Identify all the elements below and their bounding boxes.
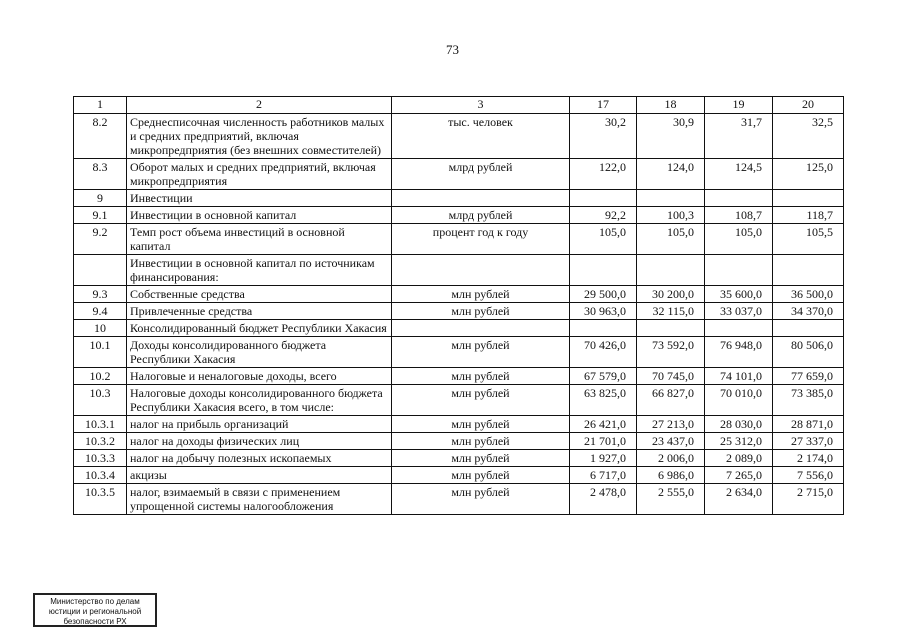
indicator-name-cell: Оборот малых и средних предприятий, включая микропредприятия xyxy=(127,159,392,190)
value-cell: 63 825,0 xyxy=(570,385,637,416)
value-cell xyxy=(637,190,705,207)
indicator-name-cell: налог, взимаемый в связи с применением упрощенной системы налогообложения xyxy=(127,484,392,515)
table-row xyxy=(74,159,844,190)
value-cell: 105,0 xyxy=(637,224,705,255)
value-cell: 105,0 xyxy=(705,224,773,255)
value-cell: 125,0 xyxy=(773,159,844,190)
value-cell: 6 717,0 xyxy=(570,467,637,484)
value-cell xyxy=(637,255,705,286)
value-cell: 67 579,0 xyxy=(570,368,637,385)
unit-cell xyxy=(392,190,570,207)
value-cell: 29 500,0 xyxy=(570,286,637,303)
indicator-name-cell: Инвестиции xyxy=(127,190,392,207)
unit-cell xyxy=(392,320,570,337)
unit-cell: тыс. человек xyxy=(392,114,570,159)
table-row xyxy=(74,286,844,303)
indicator-name-cell: Темп рост объема инвестиций в основной капитал xyxy=(127,224,392,255)
value-cell: 35 600,0 xyxy=(705,286,773,303)
value-cell: 2 555,0 xyxy=(637,484,705,515)
row-number-cell: 10.2 xyxy=(74,368,127,385)
header-cell: 3 xyxy=(392,97,570,114)
unit-cell: процент год к году xyxy=(392,224,570,255)
unit-cell: млн рублей xyxy=(392,368,570,385)
indicator-name-cell: Собственные средства xyxy=(127,286,392,303)
table-row xyxy=(74,320,844,337)
value-cell: 80 506,0 xyxy=(773,337,844,368)
row-number-cell: 9.1 xyxy=(74,207,127,224)
row-number-cell: 10.1 xyxy=(74,337,127,368)
unit-cell: млрд рублей xyxy=(392,207,570,224)
row-number-cell: 9.4 xyxy=(74,303,127,320)
value-cell: 30,2 xyxy=(570,114,637,159)
indicator-name-cell: налог на доходы физических лиц xyxy=(127,433,392,450)
value-cell: 26 421,0 xyxy=(570,416,637,433)
header-cell: 18 xyxy=(637,97,705,114)
indicator-name-cell: Среднесписочная численность работников малых и средних предприятий, включая микропредприятия (без внешних совместителей) xyxy=(127,114,392,159)
value-cell xyxy=(570,320,637,337)
table-row xyxy=(74,450,844,467)
value-cell: 32 115,0 xyxy=(637,303,705,320)
ministry-stamp xyxy=(33,593,157,627)
row-number-cell: 10 xyxy=(74,320,127,337)
indicator-name-cell: Инвестиции в основной капитал xyxy=(127,207,392,224)
row-number-cell: 9.2 xyxy=(74,224,127,255)
indicator-name-cell: акцизы xyxy=(127,467,392,484)
table-header-row xyxy=(74,97,844,114)
row-number-cell: 8.2 xyxy=(74,114,127,159)
value-cell: 25 312,0 xyxy=(705,433,773,450)
row-number-cell: 10.3.1 xyxy=(74,416,127,433)
value-cell: 30,9 xyxy=(637,114,705,159)
value-cell: 33 037,0 xyxy=(705,303,773,320)
header-cell: 19 xyxy=(705,97,773,114)
stamp-line: юстиции и региональной xyxy=(48,607,142,616)
value-cell: 108,7 xyxy=(705,207,773,224)
indicator-name-cell: Привлеченные средства xyxy=(127,303,392,320)
value-cell: 105,5 xyxy=(773,224,844,255)
table-row xyxy=(74,368,844,385)
indicator-name-cell: Налоговые доходы консолидированного бюджета Республики Хакасия всего, в том числе: xyxy=(127,385,392,416)
value-cell xyxy=(637,320,705,337)
value-cell: 28 030,0 xyxy=(705,416,773,433)
header-cell: 20 xyxy=(773,97,844,114)
row-number-cell: 10.3.3 xyxy=(74,450,127,467)
value-cell: 30 200,0 xyxy=(637,286,705,303)
value-cell: 76 948,0 xyxy=(705,337,773,368)
value-cell xyxy=(570,190,637,207)
value-cell: 70 426,0 xyxy=(570,337,637,368)
value-cell: 118,7 xyxy=(773,207,844,224)
value-cell xyxy=(773,255,844,286)
value-cell: 2 478,0 xyxy=(570,484,637,515)
value-cell: 7 265,0 xyxy=(705,467,773,484)
row-number-cell: 10.3.5 xyxy=(74,484,127,515)
value-cell: 36 500,0 xyxy=(773,286,844,303)
value-cell: 124,0 xyxy=(637,159,705,190)
value-cell xyxy=(570,255,637,286)
unit-cell: млн рублей xyxy=(392,484,570,515)
value-cell: 2 715,0 xyxy=(773,484,844,515)
value-cell: 2 089,0 xyxy=(705,450,773,467)
value-cell: 6 986,0 xyxy=(637,467,705,484)
indicators-table xyxy=(73,96,844,515)
value-cell: 30 963,0 xyxy=(570,303,637,320)
indicator-name-cell: налог на прибыль организаций xyxy=(127,416,392,433)
value-cell: 77 659,0 xyxy=(773,368,844,385)
value-cell: 122,0 xyxy=(570,159,637,190)
row-number-cell: 10.3.2 xyxy=(74,433,127,450)
value-cell: 34 370,0 xyxy=(773,303,844,320)
value-cell: 74 101,0 xyxy=(705,368,773,385)
unit-cell: млн рублей xyxy=(392,286,570,303)
value-cell: 27 337,0 xyxy=(773,433,844,450)
unit-cell xyxy=(392,255,570,286)
table-row xyxy=(74,190,844,207)
table-row xyxy=(74,433,844,450)
value-cell: 2 174,0 xyxy=(773,450,844,467)
header-cell: 1 xyxy=(74,97,127,114)
unit-cell: млн рублей xyxy=(392,416,570,433)
row-number-cell: 8.3 xyxy=(74,159,127,190)
indicator-name-cell: Инвестиции в основной капитал по источникам финансирования: xyxy=(127,255,392,286)
table-row xyxy=(74,467,844,484)
indicator-name-cell: Налоговые и неналоговые доходы, всего xyxy=(127,368,392,385)
value-cell xyxy=(773,320,844,337)
value-cell: 70 010,0 xyxy=(705,385,773,416)
indicator-name-cell: налог на добычу полезных ископаемых xyxy=(127,450,392,467)
unit-cell: млн рублей xyxy=(392,385,570,416)
value-cell: 27 213,0 xyxy=(637,416,705,433)
stamp-line: Министерство по делам xyxy=(50,597,140,606)
value-cell: 73 592,0 xyxy=(637,337,705,368)
row-number-cell: 10.3.4 xyxy=(74,467,127,484)
unit-cell: млн рублей xyxy=(392,303,570,320)
indicator-name-cell: Консолидированный бюджет Республики Хакасия xyxy=(127,320,392,337)
table-row xyxy=(74,224,844,255)
value-cell: 28 871,0 xyxy=(773,416,844,433)
value-cell: 32,5 xyxy=(773,114,844,159)
table-row xyxy=(74,337,844,368)
page-number: 73 xyxy=(446,42,459,57)
value-cell: 66 827,0 xyxy=(637,385,705,416)
value-cell: 21 701,0 xyxy=(570,433,637,450)
value-cell: 73 385,0 xyxy=(773,385,844,416)
value-cell xyxy=(773,190,844,207)
value-cell: 31,7 xyxy=(705,114,773,159)
unit-cell: млн рублей xyxy=(392,450,570,467)
value-cell: 2 634,0 xyxy=(705,484,773,515)
row-number-cell: 9.3 xyxy=(74,286,127,303)
value-cell: 23 437,0 xyxy=(637,433,705,450)
unit-cell: млн рублей xyxy=(392,433,570,450)
value-cell: 124,5 xyxy=(705,159,773,190)
value-cell: 70 745,0 xyxy=(637,368,705,385)
value-cell: 92,2 xyxy=(570,207,637,224)
table-row xyxy=(74,416,844,433)
value-cell: 105,0 xyxy=(570,224,637,255)
header-cell: 17 xyxy=(570,97,637,114)
unit-cell: млн рублей xyxy=(392,337,570,368)
value-cell: 1 927,0 xyxy=(570,450,637,467)
value-cell: 100,3 xyxy=(637,207,705,224)
indicator-name-cell: Доходы консолидированного бюджета Республики Хакасия xyxy=(127,337,392,368)
table-row xyxy=(74,484,844,515)
table-row xyxy=(74,385,844,416)
row-number-cell: 9 xyxy=(74,190,127,207)
table-row xyxy=(74,207,844,224)
row-number-cell xyxy=(74,255,127,286)
value-cell xyxy=(705,190,773,207)
table-row xyxy=(74,255,844,286)
table-row xyxy=(74,303,844,320)
table-row xyxy=(74,114,844,159)
value-cell: 7 556,0 xyxy=(773,467,844,484)
value-cell: 2 006,0 xyxy=(637,450,705,467)
header-cell: 2 xyxy=(127,97,392,114)
value-cell xyxy=(705,255,773,286)
unit-cell: млн рублей xyxy=(392,467,570,484)
stamp-line: безопасности РХ xyxy=(63,617,127,626)
value-cell xyxy=(705,320,773,337)
row-number-cell: 10.3 xyxy=(74,385,127,416)
unit-cell: млрд рублей xyxy=(392,159,570,190)
